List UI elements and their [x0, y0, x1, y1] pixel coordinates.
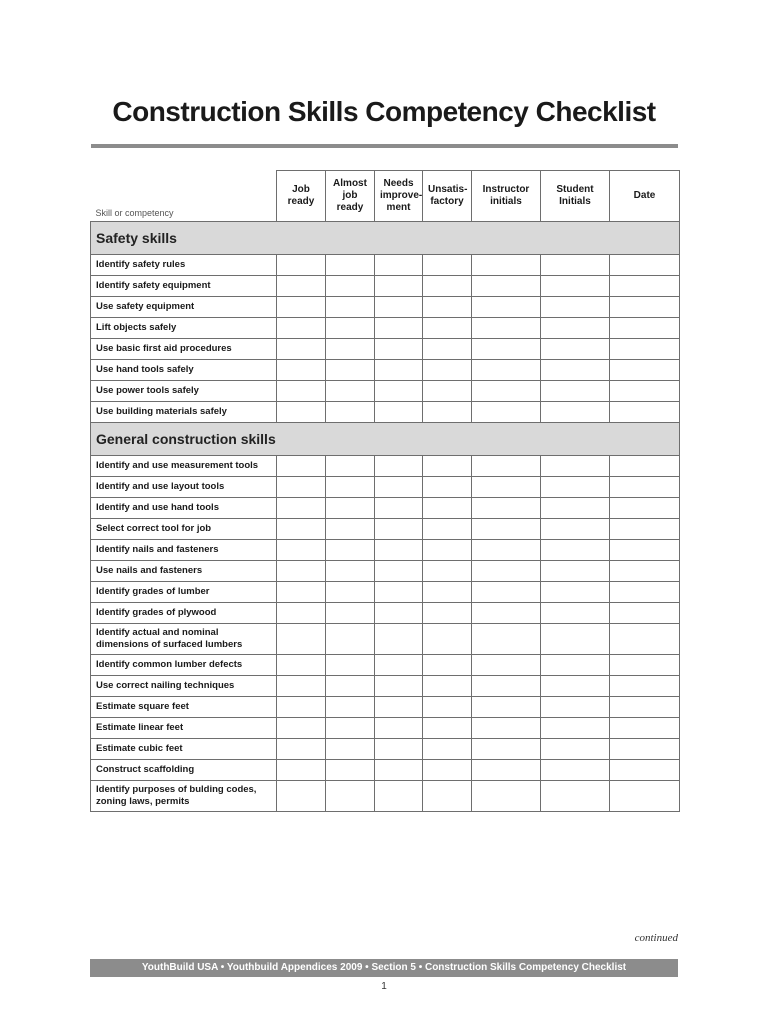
page-number: 1	[381, 981, 387, 992]
section-header-row	[91, 422, 680, 455]
column-header-date: Date	[610, 171, 680, 222]
competency-checklist-table	[90, 170, 680, 812]
rating-cell[interactable]	[277, 359, 326, 380]
rating-cell[interactable]	[326, 296, 375, 317]
rating-cell[interactable]	[610, 455, 680, 476]
rating-cell[interactable]	[610, 560, 680, 581]
table-row	[91, 359, 680, 380]
skill-label: Identify and use layout tools	[91, 476, 277, 497]
rating-cell[interactable]	[423, 696, 472, 717]
column-header-almost-job-ready: Almost job ready	[326, 171, 375, 222]
rating-cell[interactable]	[326, 738, 375, 759]
rating-cell[interactable]	[472, 696, 541, 717]
rating-cell[interactable]	[375, 602, 423, 623]
skill-label: Use correct nailing techniques	[91, 675, 277, 696]
rating-cell[interactable]	[541, 539, 610, 560]
rating-cell[interactable]	[610, 581, 680, 602]
skill-label: Identify grades of lumber	[91, 581, 277, 602]
table-row	[91, 497, 680, 518]
rating-cell[interactable]	[423, 476, 472, 497]
rating-cell[interactable]	[541, 401, 610, 422]
rating-cell[interactable]	[277, 539, 326, 560]
rating-cell[interactable]	[277, 780, 326, 811]
rating-cell[interactable]	[541, 654, 610, 675]
rating-cell[interactable]	[541, 497, 610, 518]
rating-cell[interactable]	[326, 623, 375, 654]
rating-cell[interactable]	[472, 654, 541, 675]
rating-cell[interactable]	[610, 275, 680, 296]
table-row	[91, 539, 680, 560]
skill-label: Identify safety equipment	[91, 275, 277, 296]
skill-label: Identify common lumber defects	[91, 654, 277, 675]
rating-cell[interactable]	[472, 539, 541, 560]
skill-label: Identify and use hand tools	[91, 497, 277, 518]
rating-cell[interactable]	[375, 717, 423, 738]
skill-label: Use nails and fasteners	[91, 560, 277, 581]
rating-cell[interactable]	[326, 696, 375, 717]
rating-cell[interactable]	[610, 696, 680, 717]
rating-cell[interactable]	[541, 359, 610, 380]
rating-cell[interactable]	[472, 717, 541, 738]
header-row	[91, 171, 680, 222]
column-header-student-initials: Student Initials	[541, 171, 610, 222]
rating-cell[interactable]	[610, 623, 680, 654]
skill-label: Construct scaffolding	[91, 759, 277, 780]
rating-cell[interactable]	[423, 539, 472, 560]
rating-cell[interactable]	[423, 759, 472, 780]
table-row	[91, 380, 680, 401]
rating-cell[interactable]	[326, 675, 375, 696]
rating-cell[interactable]	[610, 738, 680, 759]
rating-cell[interactable]	[472, 455, 541, 476]
rating-cell[interactable]	[472, 780, 541, 811]
rating-cell[interactable]	[423, 380, 472, 401]
rating-cell[interactable]	[375, 675, 423, 696]
table-row	[91, 623, 680, 654]
rating-cell[interactable]	[277, 602, 326, 623]
skill-label: Estimate cubic feet	[91, 738, 277, 759]
checklist-body	[91, 221, 680, 811]
rating-cell[interactable]	[375, 296, 423, 317]
rating-cell[interactable]	[277, 738, 326, 759]
rating-cell[interactable]	[610, 654, 680, 675]
rating-cell[interactable]	[610, 602, 680, 623]
rating-cell[interactable]	[375, 738, 423, 759]
table-row	[91, 338, 680, 359]
rating-cell[interactable]	[277, 675, 326, 696]
rating-cell[interactable]	[423, 296, 472, 317]
rating-cell[interactable]	[277, 380, 326, 401]
rating-cell[interactable]	[375, 380, 423, 401]
rating-cell[interactable]	[375, 497, 423, 518]
rating-cell[interactable]	[277, 560, 326, 581]
rating-cell[interactable]	[472, 254, 541, 275]
rating-cell[interactable]	[375, 254, 423, 275]
rating-cell[interactable]	[423, 518, 472, 539]
rating-cell[interactable]	[326, 654, 375, 675]
rating-cell[interactable]	[472, 275, 541, 296]
rating-cell[interactable]	[472, 759, 541, 780]
section-header-row	[91, 221, 680, 254]
table-row	[91, 560, 680, 581]
rating-cell[interactable]	[610, 518, 680, 539]
rating-cell[interactable]	[610, 401, 680, 422]
rating-cell[interactable]	[610, 317, 680, 338]
rating-cell[interactable]	[610, 675, 680, 696]
rating-cell[interactable]	[277, 759, 326, 780]
rating-cell[interactable]	[277, 518, 326, 539]
table-row	[91, 717, 680, 738]
rating-cell[interactable]	[610, 780, 680, 811]
skill-label: Estimate square feet	[91, 696, 277, 717]
rating-cell[interactable]	[375, 401, 423, 422]
table-row	[91, 675, 680, 696]
rating-cell[interactable]	[277, 717, 326, 738]
rating-cell[interactable]	[541, 338, 610, 359]
rating-cell[interactable]	[610, 717, 680, 738]
rating-cell[interactable]	[610, 296, 680, 317]
rating-cell[interactable]	[375, 696, 423, 717]
rating-cell[interactable]	[375, 275, 423, 296]
rating-cell[interactable]	[541, 296, 610, 317]
rating-cell[interactable]	[541, 455, 610, 476]
rating-cell[interactable]	[610, 759, 680, 780]
rating-cell[interactable]	[541, 275, 610, 296]
rating-cell[interactable]	[326, 497, 375, 518]
rating-cell[interactable]	[277, 581, 326, 602]
rating-cell[interactable]	[423, 338, 472, 359]
rating-cell[interactable]	[472, 380, 541, 401]
rating-cell[interactable]	[610, 476, 680, 497]
table-row	[91, 275, 680, 296]
rating-cell[interactable]	[375, 518, 423, 539]
skill-label: Use building materials safely	[91, 401, 277, 422]
rating-cell[interactable]	[423, 780, 472, 811]
rating-cell[interactable]	[326, 275, 375, 296]
page-title: Construction Skills Competency Checklist	[112, 96, 656, 127]
table-row	[91, 317, 680, 338]
rating-cell[interactable]	[541, 738, 610, 759]
table-row	[91, 602, 680, 623]
rating-cell[interactable]	[472, 476, 541, 497]
rating-cell[interactable]	[375, 780, 423, 811]
rating-cell[interactable]	[541, 254, 610, 275]
skill-label: Use power tools safely	[91, 380, 277, 401]
rating-cell[interactable]	[423, 254, 472, 275]
rating-cell[interactable]	[375, 581, 423, 602]
rating-cell[interactable]	[423, 317, 472, 338]
rating-cell[interactable]	[326, 455, 375, 476]
rating-cell[interactable]	[326, 317, 375, 338]
rating-cell[interactable]	[423, 497, 472, 518]
rating-cell[interactable]	[423, 623, 472, 654]
rating-cell[interactable]	[541, 602, 610, 623]
rating-cell[interactable]	[326, 254, 375, 275]
table-row	[91, 780, 680, 811]
rating-cell[interactable]	[375, 476, 423, 497]
rating-cell[interactable]	[326, 338, 375, 359]
rating-cell[interactable]	[423, 738, 472, 759]
rating-cell[interactable]	[375, 539, 423, 560]
title-divider	[91, 144, 678, 148]
rating-cell[interactable]	[541, 696, 610, 717]
skill-label: Use basic first aid procedures	[91, 338, 277, 359]
rating-cell[interactable]	[277, 455, 326, 476]
rating-cell[interactable]	[326, 401, 375, 422]
table-row	[91, 476, 680, 497]
rating-cell[interactable]	[277, 623, 326, 654]
rating-cell[interactable]	[541, 560, 610, 581]
section-title: General construction skills	[91, 422, 680, 455]
rating-cell[interactable]	[375, 359, 423, 380]
rating-cell[interactable]	[541, 581, 610, 602]
rating-cell[interactable]	[375, 759, 423, 780]
table-row	[91, 654, 680, 675]
rating-cell[interactable]	[423, 455, 472, 476]
column-header-instructor-initials: Instructor initials	[472, 171, 541, 222]
rating-cell[interactable]	[375, 560, 423, 581]
rating-cell[interactable]	[423, 675, 472, 696]
rating-cell[interactable]	[472, 675, 541, 696]
rating-cell[interactable]	[610, 380, 680, 401]
rating-cell[interactable]	[326, 717, 375, 738]
rating-cell[interactable]	[277, 296, 326, 317]
rating-cell[interactable]	[472, 338, 541, 359]
column-header-needs-improvement: Needs improve- ment	[375, 171, 423, 222]
skill-label: Lift objects safely	[91, 317, 277, 338]
skill-column-header: Skill or competency	[91, 171, 277, 222]
rating-cell[interactable]	[277, 275, 326, 296]
skill-label: Identify purposes of bulding codes, zoning laws, permits	[91, 780, 277, 811]
rating-cell[interactable]	[375, 623, 423, 654]
rating-cell[interactable]	[326, 560, 375, 581]
skill-label: Identify grades of plywood	[91, 602, 277, 623]
skill-label: Identify actual and nominal dimensions of surfaced lumbers	[91, 623, 277, 654]
skill-label: Identify nails and fasteners	[91, 539, 277, 560]
rating-cell[interactable]	[277, 401, 326, 422]
table-row	[91, 696, 680, 717]
rating-cell[interactable]	[423, 602, 472, 623]
rating-cell[interactable]	[423, 401, 472, 422]
table-row	[91, 254, 680, 275]
rating-cell[interactable]	[472, 560, 541, 581]
rating-cell[interactable]	[423, 717, 472, 738]
rating-cell[interactable]	[277, 476, 326, 497]
rating-cell[interactable]	[610, 359, 680, 380]
rating-cell[interactable]	[472, 296, 541, 317]
rating-cell[interactable]	[423, 275, 472, 296]
rating-cell[interactable]	[277, 497, 326, 518]
rating-cell[interactable]	[326, 539, 375, 560]
rating-cell[interactable]	[541, 380, 610, 401]
skill-label: Select correct tool for job	[91, 518, 277, 539]
rating-cell[interactable]	[326, 759, 375, 780]
table-row	[91, 759, 680, 780]
rating-cell[interactable]	[326, 602, 375, 623]
rating-cell[interactable]	[610, 338, 680, 359]
rating-cell[interactable]	[472, 738, 541, 759]
rating-cell[interactable]	[610, 254, 680, 275]
column-header-unsatisfactory: Unsatis- factory	[423, 171, 472, 222]
table-row	[91, 738, 680, 759]
rating-cell[interactable]	[472, 497, 541, 518]
column-header-job-ready: Job ready	[277, 171, 326, 222]
rating-cell[interactable]	[326, 518, 375, 539]
rating-cell[interactable]	[541, 476, 610, 497]
footer-bar: YouthBuild USA • Youthbuild Appendices 2009 • Section 5 • Construction Skills Competency Checklist	[90, 959, 678, 977]
rating-cell[interactable]	[472, 602, 541, 623]
skill-label: Identify safety rules	[91, 254, 277, 275]
continued-note: continued	[634, 932, 678, 944]
rating-cell[interactable]	[375, 455, 423, 476]
rating-cell[interactable]	[541, 717, 610, 738]
rating-cell[interactable]	[472, 359, 541, 380]
rating-cell[interactable]	[326, 359, 375, 380]
rating-cell[interactable]	[375, 338, 423, 359]
rating-cell[interactable]	[610, 539, 680, 560]
rating-cell[interactable]	[541, 623, 610, 654]
rating-cell[interactable]	[326, 581, 375, 602]
rating-cell[interactable]	[541, 675, 610, 696]
rating-cell[interactable]	[472, 401, 541, 422]
skill-label: Use safety equipment	[91, 296, 277, 317]
rating-cell[interactable]	[326, 476, 375, 497]
rating-cell[interactable]	[423, 581, 472, 602]
rating-cell[interactable]	[277, 654, 326, 675]
skill-label: Estimate linear feet	[91, 717, 277, 738]
skill-label: Use hand tools safely	[91, 359, 277, 380]
rating-cell[interactable]	[326, 380, 375, 401]
rating-cell[interactable]	[375, 317, 423, 338]
rating-cell[interactable]	[541, 780, 610, 811]
rating-cell[interactable]	[541, 317, 610, 338]
table-row	[91, 518, 680, 539]
rating-cell[interactable]	[610, 497, 680, 518]
rating-cell[interactable]	[277, 338, 326, 359]
table-row	[91, 401, 680, 422]
table-row	[91, 581, 680, 602]
rating-cell[interactable]	[541, 759, 610, 780]
skill-label: Identify and use measurement tools	[91, 455, 277, 476]
rating-cell[interactable]	[472, 317, 541, 338]
table-row	[91, 455, 680, 476]
rating-cell[interactable]	[472, 518, 541, 539]
rating-cell[interactable]	[423, 359, 472, 380]
rating-cell[interactable]	[472, 581, 541, 602]
rating-cell[interactable]	[277, 696, 326, 717]
rating-cell[interactable]	[375, 654, 423, 675]
section-title: Safety skills	[91, 221, 680, 254]
rating-cell[interactable]	[277, 317, 326, 338]
rating-cell[interactable]	[541, 518, 610, 539]
rating-cell[interactable]	[277, 254, 326, 275]
rating-cell[interactable]	[472, 623, 541, 654]
rating-cell[interactable]	[423, 560, 472, 581]
table-row	[91, 296, 680, 317]
rating-cell[interactable]	[423, 654, 472, 675]
rating-cell[interactable]	[326, 780, 375, 811]
